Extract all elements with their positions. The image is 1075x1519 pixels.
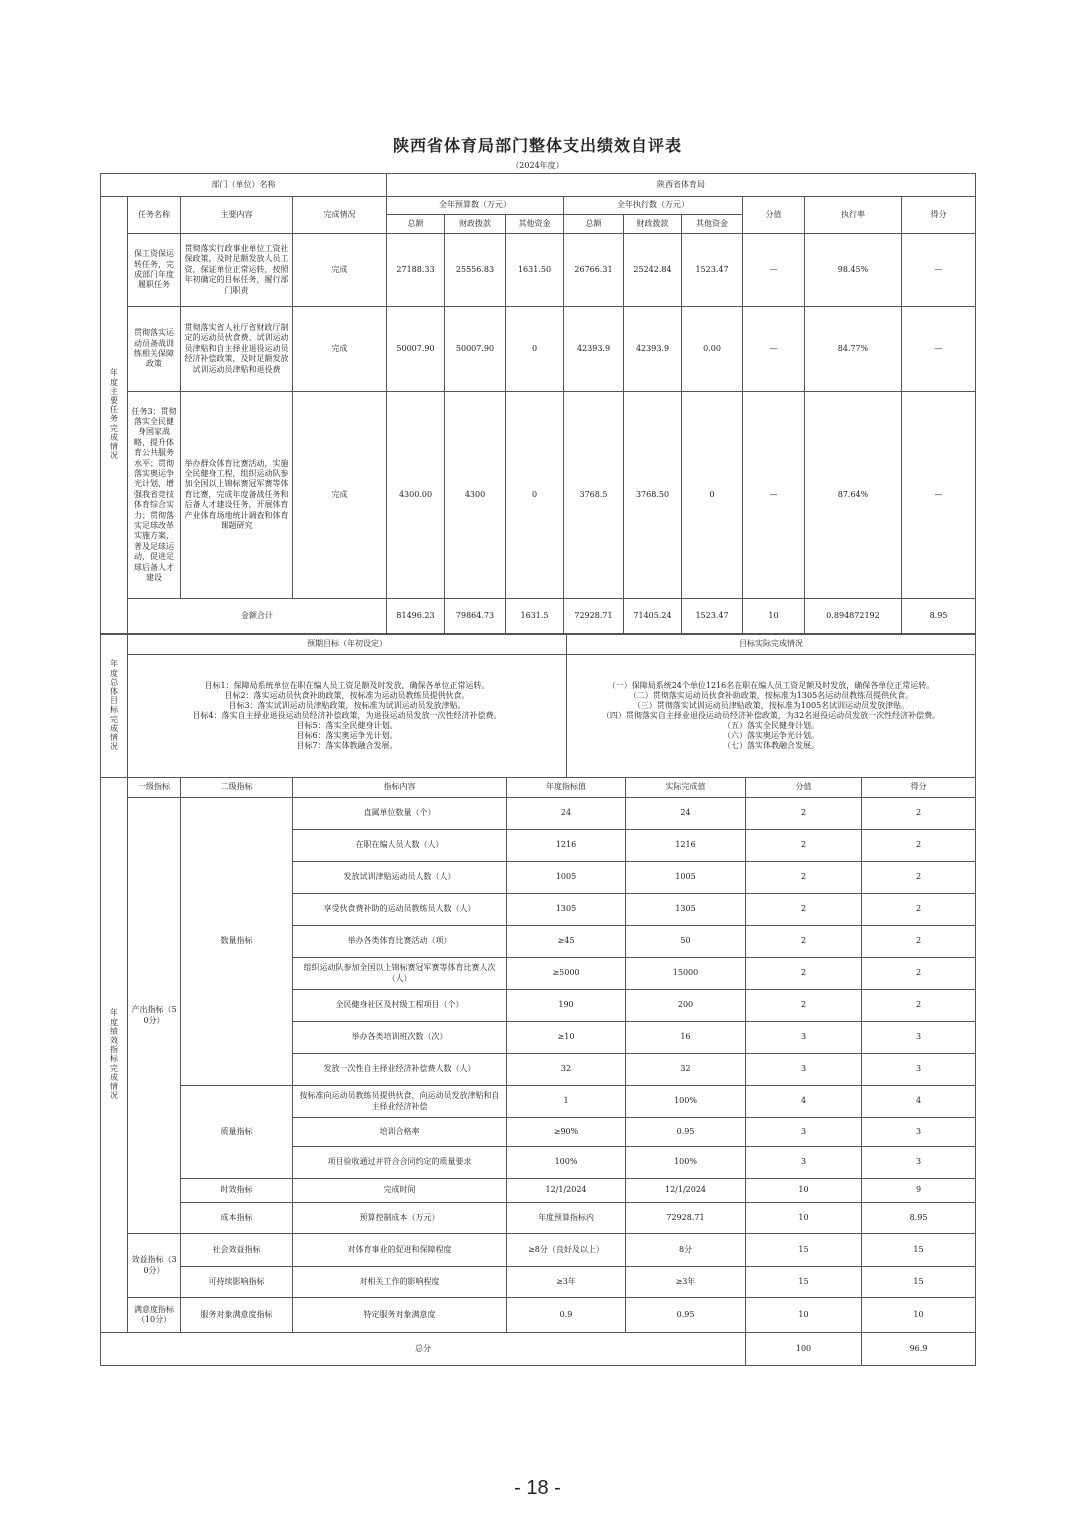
goal-item: 目标1：保障局系统单位在职在编人员工资足额及时发放，确保各单位正常运转。 bbox=[204, 681, 490, 690]
indicator-score: 8.95 bbox=[862, 1203, 976, 1234]
indicator-actual: 1305 bbox=[626, 894, 746, 926]
indicator-score: 15 bbox=[862, 1234, 976, 1267]
indicator-score: 9 bbox=[862, 1179, 976, 1203]
goal-result: （二）贯彻落实运动员伙食补助政策，按标准为1305名运动员教练员提供伙食。 bbox=[628, 691, 914, 700]
task-value: — bbox=[743, 307, 805, 392]
indicator-value: 15 bbox=[746, 1267, 862, 1298]
header-level2: 二级指标 bbox=[181, 778, 293, 798]
indicator-actual: 1216 bbox=[626, 830, 746, 862]
header-exec: 全年执行数（万元） bbox=[564, 197, 743, 215]
section-label-goals: 年度总体目标完成情况 bbox=[101, 635, 128, 778]
indicator-value: 2 bbox=[746, 798, 862, 830]
indicator-value: 2 bbox=[746, 830, 862, 862]
indicator-target: 年度预算指标内 bbox=[507, 1203, 626, 1234]
indicator-score: 2 bbox=[862, 958, 976, 990]
group-satisfaction: 满意度指标（10分） bbox=[128, 1298, 181, 1333]
task-value: — bbox=[743, 234, 805, 307]
indicator-value: 10 bbox=[746, 1179, 862, 1203]
indicator-target: 100% bbox=[507, 1147, 626, 1179]
goal-result: （七）落实体教融合发展。 bbox=[723, 741, 819, 750]
group-benefit: 效益指标（30分） bbox=[128, 1234, 181, 1298]
indicator-content: 对相关工作的影响程度 bbox=[293, 1267, 507, 1298]
group-social: 社会效益指标 bbox=[181, 1234, 293, 1267]
budget-fiscal: 25556.83 bbox=[445, 234, 506, 307]
budget-other: 0 bbox=[506, 307, 564, 392]
header-level1: 一级指标 bbox=[128, 778, 181, 798]
goal-item: 目标5：落实全民健身计划。 bbox=[296, 721, 398, 730]
indicator-actual: 72928.71 bbox=[626, 1203, 746, 1234]
task-total-row bbox=[101, 599, 976, 634]
exec-other: 0 bbox=[682, 392, 743, 599]
indicator-value: 10 bbox=[746, 1203, 862, 1234]
indicator-value: 3 bbox=[746, 1022, 862, 1054]
expected-goals-header: 预期目标（年初设定） bbox=[128, 635, 567, 655]
header-indicator-score: 得分 bbox=[862, 778, 976, 798]
budget-fiscal: 50007.90 bbox=[445, 307, 506, 392]
dept-row bbox=[101, 174, 976, 197]
header-actual: 实际完成值 bbox=[626, 778, 746, 798]
indicator-score: 3 bbox=[862, 1118, 976, 1147]
indicator-actual: 100% bbox=[626, 1086, 746, 1118]
goal-result: （一）保障局系统24个单位1216名在职在编人员工资足额及时发放，确保各单位正常运转。 bbox=[607, 681, 935, 690]
year-label: （2024年度） bbox=[511, 161, 564, 170]
task-name: 任务3：贯彻落实全民健身国家战略，提升体育公共服务水平；贯彻落实奥运争光计划，增强我省竞技体育综合实力；贯彻落实足球改革实施方案，普及足球运动，促进足球后备人才建设 bbox=[128, 392, 181, 599]
dept-label: 部门（单位）名称 bbox=[101, 174, 387, 197]
header-content: 主要内容 bbox=[181, 197, 293, 234]
total-exec-total: 72928.71 bbox=[564, 599, 624, 634]
total-budget-fiscal: 79864.73 bbox=[445, 599, 506, 634]
indicator-target: 1216 bbox=[507, 830, 626, 862]
indicator-actual: 0.95 bbox=[626, 1118, 746, 1147]
goal-item: 目标7：落实体教融合发展。 bbox=[296, 741, 398, 750]
exec-fiscal: 25242.84 bbox=[624, 234, 682, 307]
indicator-target: ≥90% bbox=[507, 1118, 626, 1147]
task-rate: 98.45% bbox=[805, 234, 902, 307]
total-exec-fiscal: 71405.24 bbox=[624, 599, 682, 634]
indicator-target: 0.9 bbox=[507, 1298, 626, 1333]
indicator-row bbox=[101, 1234, 976, 1267]
indicator-value: 2 bbox=[746, 894, 862, 926]
indicator-actual: 15000 bbox=[626, 958, 746, 990]
indicator-target: ≥3年 bbox=[507, 1267, 626, 1298]
goal-result: （五）落实全民健身计划。 bbox=[723, 721, 819, 730]
indicator-score: 2 bbox=[862, 926, 976, 958]
grand-total-value: 100 bbox=[746, 1333, 862, 1366]
indicator-target: 24 bbox=[507, 798, 626, 830]
exec-fiscal: 42393.9 bbox=[624, 307, 682, 392]
indicator-content: 完成时间 bbox=[293, 1179, 507, 1203]
indicator-actual: 0.95 bbox=[626, 1298, 746, 1333]
indicator-target: ≥5000 bbox=[507, 958, 626, 990]
indicator-content: 全民健身社区及村级工程项目（个） bbox=[293, 990, 507, 1022]
task-status: 完成 bbox=[293, 307, 387, 392]
header-score-value: 分值 bbox=[743, 197, 805, 234]
page-title: 陕西省体育局部门整体支出绩效自评表 bbox=[392, 136, 682, 155]
indicator-row bbox=[101, 1179, 976, 1203]
goal-item: 目标6：落实奥运争光计划。 bbox=[296, 731, 398, 740]
goal-item: 目标4：落实自主择业退役运动员经济补偿政策，为退役运动员发放一次性经济补偿费。 bbox=[192, 711, 502, 720]
header-score: 得分 bbox=[902, 197, 976, 234]
indicator-content: 举办各类体育比赛活动（项） bbox=[293, 926, 507, 958]
expected-goals bbox=[128, 655, 567, 778]
goals-table bbox=[100, 634, 976, 778]
indicator-content: 享受伙食费补助的运动员教练员人数（人） bbox=[293, 894, 507, 926]
actual-goals-header: 目标实际完成情况 bbox=[567, 635, 976, 655]
indicator-score: 2 bbox=[862, 894, 976, 926]
header-indicator-content: 指标内容 bbox=[293, 778, 507, 798]
budget-other: 1631.50 bbox=[506, 234, 564, 307]
header-budget-total: 总额 bbox=[387, 215, 445, 234]
section-label-indicators: 年度绩效指标完成情况 bbox=[101, 778, 128, 1333]
group-timeliness: 时效指标 bbox=[181, 1179, 293, 1203]
task-rate: 87.64% bbox=[805, 392, 902, 599]
indicator-target: 190 bbox=[507, 990, 626, 1022]
goal-result: （六）落实奥运争光计划。 bbox=[723, 731, 819, 740]
indicator-score: 3 bbox=[862, 1054, 976, 1086]
indicator-target: 12/1/2024 bbox=[507, 1179, 626, 1203]
indicator-content: 举办各类培训班次数（次） bbox=[293, 1022, 507, 1054]
indicator-score: 2 bbox=[862, 830, 976, 862]
indicator-header-row bbox=[101, 778, 976, 798]
exec-fiscal: 3768.50 bbox=[624, 392, 682, 599]
task-score: — bbox=[902, 392, 976, 599]
indicator-row bbox=[101, 798, 976, 830]
goal-item: 目标2：落实运动员伙食补助政策，按标准为运动员教练员提供伙食。 bbox=[224, 691, 470, 700]
header-exec-other: 其他资金 bbox=[682, 215, 743, 234]
dept-value: 陕西省体育局 bbox=[387, 174, 976, 197]
task-status: 完成 bbox=[293, 234, 387, 307]
goals-body-row bbox=[101, 655, 976, 778]
indicator-actual: 24 bbox=[626, 798, 746, 830]
indicator-content: 组织运动队参加全国以上锦标赛冠军赛等体育比赛人次（人） bbox=[293, 958, 507, 990]
budget-total: 50007.90 bbox=[387, 307, 445, 392]
indicator-actual: 200 bbox=[626, 990, 746, 1022]
budget-other: 0 bbox=[506, 392, 564, 599]
header-status: 完成情况 bbox=[293, 197, 387, 234]
task-name: 贯彻落实运动员备战训练相关保障政策 bbox=[128, 307, 181, 392]
budget-fiscal: 4300 bbox=[445, 392, 506, 599]
task-score: — bbox=[902, 307, 976, 392]
exec-other: 1523.47 bbox=[682, 234, 743, 307]
indicator-value: 4 bbox=[746, 1086, 862, 1118]
total-exec-other: 1523.47 bbox=[682, 599, 743, 634]
indicator-actual: 1005 bbox=[626, 862, 746, 894]
header-budget-other: 其他资金 bbox=[506, 215, 564, 234]
task-header-row bbox=[101, 197, 976, 215]
total-label: 金额合计 bbox=[128, 599, 387, 634]
indicator-actual: 12/1/2024 bbox=[626, 1179, 746, 1203]
group-output: 产出指标（50分） bbox=[128, 798, 181, 1234]
task-content: 贯彻落实省人社厅省财政厅制定的运动员伙食费、试训运动员津贴和自主择业退役运动员经济补偿政策，及时足额发放试训运动员津贴和退役费 bbox=[181, 307, 293, 392]
actual-goals bbox=[567, 655, 976, 778]
indicator-actual: 16 bbox=[626, 1022, 746, 1054]
indicator-value: 10 bbox=[746, 1298, 862, 1333]
indicator-value: 2 bbox=[746, 990, 862, 1022]
header-budget-fiscal: 财政拨款 bbox=[445, 215, 506, 234]
exec-total: 3768.5 bbox=[564, 392, 624, 599]
header-exec-fiscal: 财政拨款 bbox=[624, 215, 682, 234]
task-status: 完成 bbox=[293, 392, 387, 599]
task-row bbox=[101, 234, 976, 307]
total-score: 8.95 bbox=[902, 599, 976, 634]
indicator-content: 在职在编人员人数（人） bbox=[293, 830, 507, 862]
indicator-score: 10 bbox=[862, 1298, 976, 1333]
grand-total-label: 总分 bbox=[101, 1333, 746, 1366]
indicator-target: ≥8分（良好及以上） bbox=[507, 1234, 626, 1267]
task-content: 举办群众体育比赛活动，实施全民健身工程，组织运动队参加全国以上锦标赛冠军赛等体育比赛，完成年度备战任务和后备人才建设任务，开展体育产业体育场地统计调查和体育课题研究 bbox=[181, 392, 293, 599]
indicator-score: 2 bbox=[862, 798, 976, 830]
indicator-table bbox=[100, 777, 976, 1366]
exec-total: 42393.9 bbox=[564, 307, 624, 392]
indicator-content: 培训合格率 bbox=[293, 1118, 507, 1147]
exec-other: 0.00 bbox=[682, 307, 743, 392]
indicator-score: 2 bbox=[862, 862, 976, 894]
indicator-value: 3 bbox=[746, 1054, 862, 1086]
task-row bbox=[101, 392, 976, 599]
task-rate: 84.77% bbox=[805, 307, 902, 392]
indicator-content: 发放试训津贴运动员人数（人） bbox=[293, 862, 507, 894]
group-sustain: 可持续影响指标 bbox=[181, 1267, 293, 1298]
indicator-score: 3 bbox=[862, 1022, 976, 1054]
indicator-actual: 32 bbox=[626, 1054, 746, 1086]
indicator-row bbox=[101, 1298, 976, 1333]
task-value: — bbox=[743, 392, 805, 599]
header-budget: 全年预算数（万元） bbox=[387, 197, 564, 215]
total-budget-total: 81496.23 bbox=[387, 599, 445, 634]
indicator-score: 4 bbox=[862, 1086, 976, 1118]
indicator-content: 按标准向运动员教练员提供伙食，向运动员发放津贴和自主择业经济补偿 bbox=[293, 1086, 507, 1118]
group-quality: 质量指标 bbox=[181, 1086, 293, 1179]
task-table bbox=[100, 173, 976, 634]
goal-result: （三）贯彻落实试训运动员津贴政策，按标准为1005名试训运动员发放津贴。 bbox=[632, 701, 910, 710]
goal-item: 目标3：落实试训运动员津贴政策，按标准为试训运动员发放津贴。 bbox=[228, 701, 466, 710]
indicator-content: 预算控制成本（万元） bbox=[293, 1203, 507, 1234]
indicator-content: 特定服务对象满意度 bbox=[293, 1298, 507, 1333]
task-content: 贯彻落实行政事业单位工资社保政策，及时足额发放人员工资，保证单位正常运转，按照年初确定的目标任务，履行部门职责 bbox=[181, 234, 293, 307]
header-task-name: 任务名称 bbox=[128, 197, 181, 234]
indicator-row bbox=[101, 1086, 976, 1118]
group-service: 服务对象满意度指标 bbox=[181, 1298, 293, 1333]
indicator-actual: 100% bbox=[626, 1147, 746, 1179]
indicator-value: 3 bbox=[746, 1147, 862, 1179]
indicator-score: 2 bbox=[862, 990, 976, 1022]
exec-total: 26766.31 bbox=[564, 234, 624, 307]
indicator-row bbox=[101, 1203, 976, 1234]
indicator-actual: ≥3年 bbox=[626, 1267, 746, 1298]
indicator-score: 15 bbox=[862, 1267, 976, 1298]
grand-total-row bbox=[101, 1333, 976, 1366]
indicator-value: 15 bbox=[746, 1234, 862, 1267]
indicator-score: 3 bbox=[862, 1147, 976, 1179]
total-budget-other: 1631.5 bbox=[506, 599, 564, 634]
indicator-value: 2 bbox=[746, 926, 862, 958]
indicator-row bbox=[101, 1267, 976, 1298]
indicator-content: 项目验收通过并符合合同约定的质量要求 bbox=[293, 1147, 507, 1179]
total-value: 10 bbox=[743, 599, 805, 634]
budget-total: 4300.00 bbox=[387, 392, 445, 599]
group-cost: 成本指标 bbox=[181, 1203, 293, 1234]
header-target: 年度指标值 bbox=[507, 778, 626, 798]
indicator-value: 2 bbox=[746, 958, 862, 990]
goals-header-row bbox=[101, 635, 976, 655]
header-exec-total: 总额 bbox=[564, 215, 624, 234]
indicator-actual: 50 bbox=[626, 926, 746, 958]
indicator-value: 3 bbox=[746, 1118, 862, 1147]
task-row bbox=[101, 307, 976, 392]
section-label-tasks: 年度主要任务完成情况 bbox=[101, 197, 128, 634]
indicator-target: 1 bbox=[507, 1086, 626, 1118]
indicator-value: 2 bbox=[746, 862, 862, 894]
indicator-actual: 8分 bbox=[626, 1234, 746, 1267]
page-number: - 18 - bbox=[514, 1477, 561, 1499]
indicator-target: 32 bbox=[507, 1054, 626, 1086]
header-value: 分值 bbox=[746, 778, 862, 798]
indicator-target: ≥45 bbox=[507, 926, 626, 958]
budget-total: 27188.33 bbox=[387, 234, 445, 307]
goal-result: （四）贯彻落实自主择业退役运动员经济补偿政策，为32名退役运动员发放一次性经济补偿费。 bbox=[601, 711, 941, 720]
indicator-content: 发放一次性自主择业经济补偿费人数（人） bbox=[293, 1054, 507, 1086]
task-score: — bbox=[902, 234, 976, 307]
indicator-target: 1005 bbox=[507, 862, 626, 894]
header-rate: 执行率 bbox=[805, 197, 902, 234]
indicator-target: 1305 bbox=[507, 894, 626, 926]
task-name: 保工资保运转任务，完成部门年度履职任务 bbox=[128, 234, 181, 307]
total-rate: 0.894872192 bbox=[805, 599, 902, 634]
indicator-target: ≥10 bbox=[507, 1022, 626, 1054]
grand-total-score: 96.9 bbox=[862, 1333, 976, 1366]
indicator-content: 直属单位数量（个） bbox=[293, 798, 507, 830]
indicator-content: 对体育事业的促进和保障程度 bbox=[293, 1234, 507, 1267]
group-quantity: 数量指标 bbox=[181, 798, 293, 1086]
